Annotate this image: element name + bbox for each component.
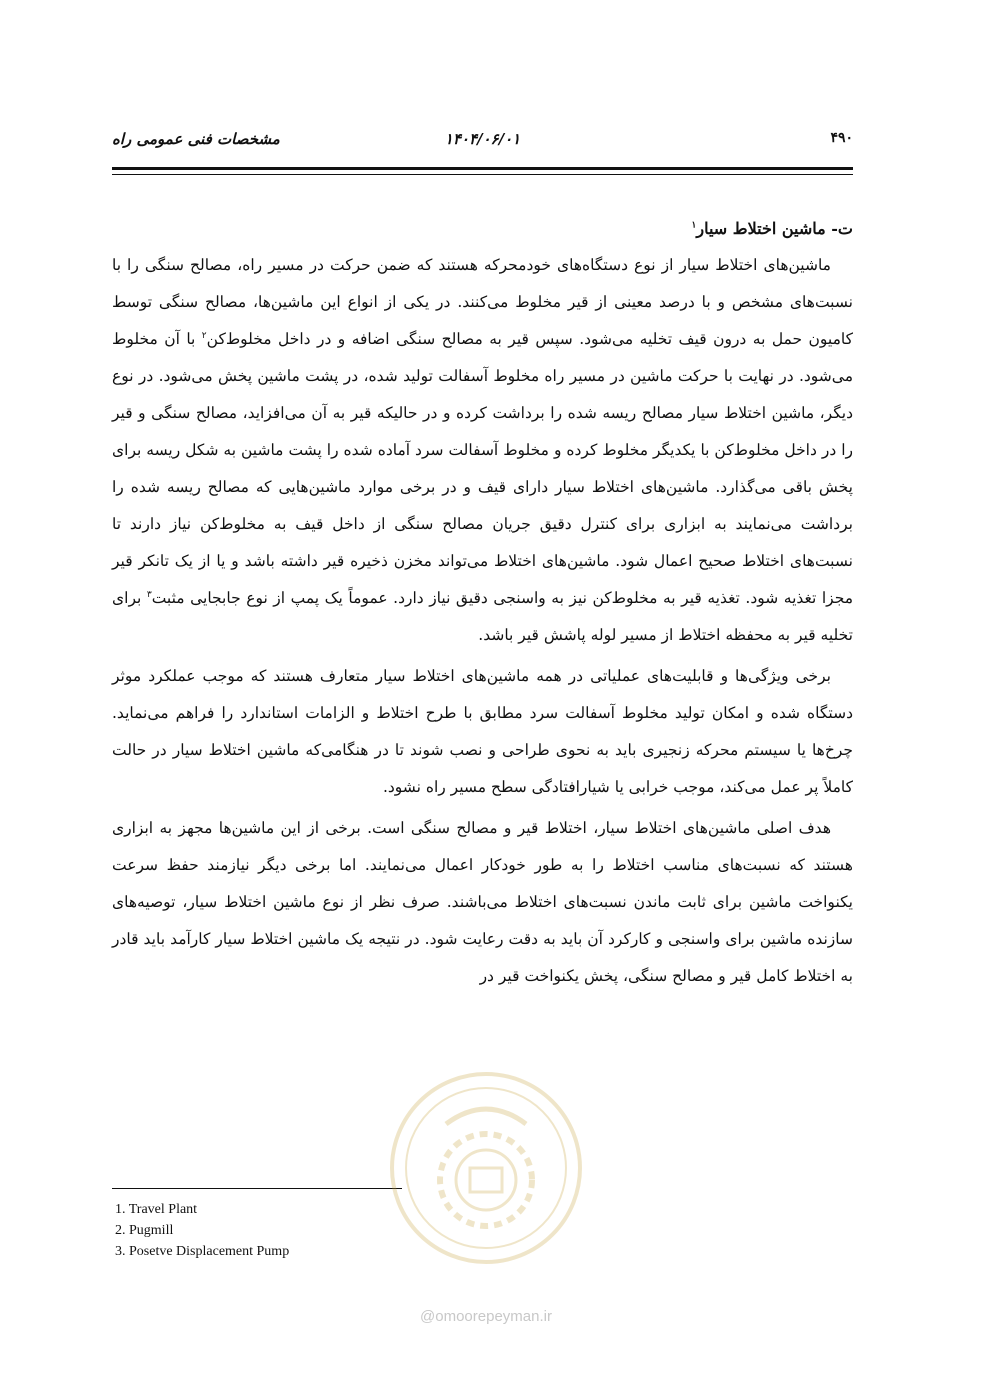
body-text <box>112 210 853 995</box>
page-header <box>112 130 853 158</box>
watermark-logo <box>386 1068 586 1268</box>
paragraph-2: برخی ویژگی‌ها و قابلیت‌های عملیاتی در همه ماشین‌های اختلاط سیار متعارف هستند که موجب عملکرد موثر دستگاه شده و امکان تولید مخلوط آسفالت سرد مطابق با طرح اختلاط و الزامات استاندارد را فراهم می‌نماید. چرخ‌ها یا سیستم محرکه زنجیری باید به نحوی طراحی و نصب شوند تا در هنگامی‌که ماشین اختلاط سیار در حالت کاملاً پر عمل می‌کند، موجب خرابی یا شیارافتادگی سطح مسیر راه نشود. <box>112 667 853 796</box>
paragraph-1-part-2: با آن مخلوط می‌شود. در نهایت با حرکت ماشین در مسیر راه مخلوط آسفالت تولید شده، در پشت ماشین پخش می‌شود. در نوع دیگر، ماشین اختلاط سیار مصالح ریسه شده را برداشت کرده و در حالیکه قیر به آن می‌افزاید، مصالح سنگی و قیر را در داخل مخلوط‌کن با یکدیگر مخلوط کرده و مخلوط آسفالت سرد آماده شده را پشت ماشین به شکل ریسه برای پخش باقی می‌گذارد. ماشین‌های اختلاط سیار دارای قیف و در برخی موارد ماشین‌هایی که مصالح ریسه شده را برداشت می‌نمایند به ابزاری برای کنترل دقیق جریان مصالح سنگی از داخل قیف به مخلوط‌کن نیاز دارند تا نسبت‌های اختلاط صحیح اعمال شود. ماشین‌های اختلاط می‌تواند مخزن ذخیره قیر داشته باشد و یا از یک تانکر قیر مجزا تغذیه شود. تغذیه قیر به مخلوط‌کن نیز به واسنجی دقیق نیاز دارد. عموماً یک پمپ از نوع جابجایی مثبت <box>112 330 854 607</box>
header-date: ۱۴۰۴/۰۶/۰۱ <box>444 130 521 148</box>
header-rule-thin <box>112 174 853 175</box>
paragraph-1-part-1: ماشین‌های اختلاط سیار از نوع دستگاه‌های خودمحرکه هستند که ضمن حرکت در مسیر راه، مصالح سنگی را با نسبت‌های مشخص و با درصد معینی از قیر مخلوط می‌کنند. در یکی از انواع این ماشین‌ها، مصالح سنگی توسط کامیون حمل به درون قیف تخلیه می‌شود. سپس قیر به مصالح سنگی اضافه و در داخل مخلوط‌کن <box>112 256 853 348</box>
header-rule-thick <box>112 167 853 170</box>
footnotes <box>115 1199 289 1262</box>
section-heading <box>112 210 853 247</box>
paragraph-3: هدف اصلی ماشین‌های اختلاط سیار، اختلاط قیر و مصالح سنگی است. برخی از این ماشین‌ها مجهز به ابزاری هستند که نسبت‌های مناسب اختلاط را به طور خودکار اعمال می‌نمایند. اما برخی دیگر نیازمند حفظ سرعت یکنواخت ماشین برای ثابت ماندن نسبت‌های اختلاط می‌باشند. صرف نظر از نوع ماشین اختلاط سیار، توصیه‌های سازنده ماشین برای واسنجی و کارکرد آن باید به دقت رعایت شود. در نتیجه یک ماشین اختلاط سیار کارآمد باید قادر به اختلاط کامل قیر و مصالح سنگی، پخش یکنواخت قیر در <box>112 819 853 985</box>
paragraph-1-part-3: برای تخلیه قیر به محفظه اختلاط از مسیر لوله پاشش قیر باشد. <box>112 589 853 644</box>
footnote-ref-1: ۱ <box>691 220 697 231</box>
watermark-site: @omoorepeyman.ir <box>420 1308 552 1325</box>
section-heading-text: ت- ماشین اختلاط سیار <box>696 219 853 238</box>
footnote-separator <box>112 1188 402 1189</box>
footnote-2: 2. Pugmill <box>115 1223 174 1238</box>
footnote-ref-2: ۲ <box>201 330 207 341</box>
footnote-1: 1. Travel Plant <box>115 1202 198 1217</box>
page-number: ۴۹۰ <box>830 130 853 146</box>
footnote-3: 3. Posetve Displacement Pump <box>115 1244 290 1259</box>
paragraph-1 <box>112 247 853 654</box>
header-title: مشخصات فنی عمومی راه <box>112 130 280 148</box>
footnote-ref-3: ۳ <box>146 589 152 600</box>
